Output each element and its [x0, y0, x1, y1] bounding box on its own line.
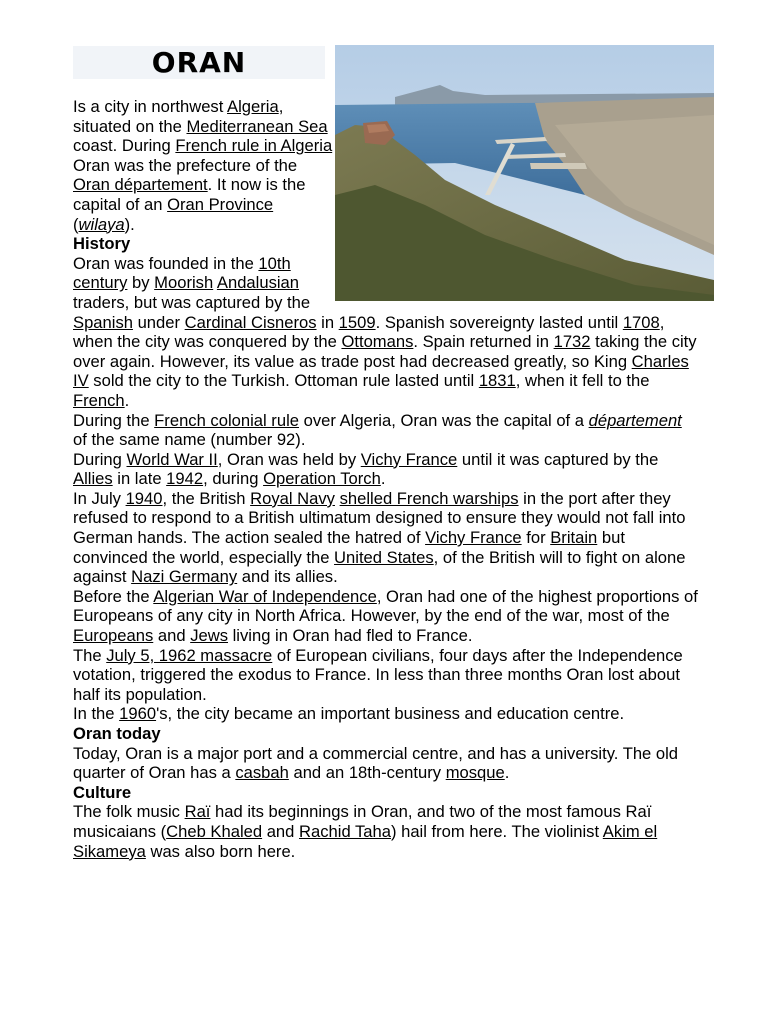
link-jews[interactable]: Jews — [190, 626, 228, 646]
section-heading-history: History — [73, 234, 131, 254]
link-ottomans[interactable]: Ottomans — [341, 332, 414, 352]
link-rachid-taha[interactable]: Rachid Taha — [299, 821, 391, 841]
link-allies[interactable]: Allies — [73, 469, 113, 489]
link-akim-el-sikameya[interactable]: Akim el Sikameya — [73, 821, 658, 861]
section-heading-culture: Culture — [73, 782, 132, 802]
link-1509[interactable]: 1509 — [338, 312, 376, 332]
link-july-5-1962-massacre[interactable]: July 5, 1962 massacre — [106, 645, 273, 665]
paragraph: Oran was founded in the 10th century by Moorish Andalusian traders, but was captured by the Spanish under Cardinal Cisneros in 1509. Spanish sovereignty lasted until 1708, when the city was conquered by the Ottomans. Spain returned in 1732 taking the city over again. However, its value as trade post had decreased greatly, so King Charles IV sold the city to the Turkish. Ottoman rule lasted until 1831, when it fell to the French. — [73, 253, 697, 410]
link-royal-navy[interactable]: Royal Navy — [250, 488, 335, 508]
link-french[interactable]: French — [73, 390, 125, 410]
link-oran-departement[interactable]: Oran département — [73, 175, 208, 195]
paragraph: During the French colonial rule over Algeria, Oran was the capital of a département of the same name (number 92). — [73, 410, 682, 450]
article-body — [73, 97, 698, 861]
link-spanish[interactable]: Spanish — [73, 312, 133, 332]
page-title: ORAN — [151, 46, 247, 79]
link-french-rule-in-algeria[interactable]: French rule in Algeria — [175, 136, 333, 156]
link-departement[interactable]: département — [588, 410, 682, 430]
link-operation-torch[interactable]: Operation Torch — [263, 469, 381, 489]
link-1708[interactable]: 1708 — [622, 312, 660, 332]
link-algerian-war-of-independence[interactable]: Algerian War of Independence — [153, 586, 377, 606]
article-sections — [73, 234, 698, 861]
intro-paragraph: Is a city in northwest Algeria, situated on the Mediterranean Sea coast. During French rule in Algeria Oran was the prefecture of the Oran département. It now is the capital of an Oran Province (wilaya). — [73, 97, 333, 234]
link-1940[interactable]: 1940 — [125, 488, 163, 508]
paragraph: The folk music Raï had its beginnings in Oran, and two of the most famous Raï musicaians (Cheb Khaled and Rachid Taha) hail from here. The violinist Akim el Sikameya was also born here. — [73, 802, 658, 861]
section-heading-oran-today: Oran today — [73, 724, 161, 743]
link-french-colonial-rule[interactable]: French colonial rule — [154, 410, 299, 430]
link-britain[interactable]: Britain — [550, 528, 598, 548]
link-europeans[interactable]: Europeans — [73, 626, 154, 646]
link-world-war-ii[interactable]: World War II — [126, 449, 218, 469]
link-10th-century[interactable]: 10th century — [73, 253, 291, 293]
link-moorish[interactable]: Moorish — [154, 273, 214, 293]
paragraph: In July 1940, the British Royal Navy shelled French warships in the port after they refused to respond to a British ultimatum designed to ensure they would not fall into German hands. The action sealed the hatred of Vichy France for Britain but convinced the world, especially the United States, of the British will to fight on alone against Nazi Germany and its allies. — [73, 488, 686, 587]
paragraph: During World War II, Oran was held by Vichy France until it was captured by the Allies in late 1942, during Operation Torch. — [73, 449, 659, 489]
link-wilaya[interactable]: wilaya — [78, 214, 125, 234]
link-nazi-germany[interactable]: Nazi Germany — [131, 567, 238, 587]
link-cheb-khaled[interactable]: Cheb Khaled — [166, 821, 263, 841]
link-vichy-france[interactable]: Vichy France — [425, 528, 522, 548]
link-united-states[interactable]: United States — [334, 547, 434, 567]
paragraph: The July 5, 1962 massacre of European civilians, four days after the Independence votation, triggered the exodus to France. In less than three months Oran lost about half its population. — [73, 645, 683, 704]
link-oran-province[interactable]: Oran Province — [167, 194, 274, 214]
link-algeria[interactable]: Algeria — [227, 97, 279, 116]
link-casbah[interactable]: casbah — [235, 763, 289, 783]
link-1960[interactable]: 1960 — [119, 704, 157, 724]
link-charles-iv[interactable]: Charles IV — [73, 351, 689, 391]
title-banner — [73, 46, 325, 79]
paragraph: Today, Oran is a major port and a commercial centre, and has a university. The old quarter of Oran has a casbah and an 18th-century mosque. — [73, 743, 679, 783]
link-andalusian[interactable]: Andalusian — [216, 273, 300, 293]
link-cardinal-cisneros[interactable]: Cardinal Cisneros — [184, 312, 317, 332]
link-vichy-france[interactable]: Vichy France — [360, 449, 458, 469]
paragraph: Before the Algerian War of Independence, Oran had one of the highest proportions of Europeans of any city in North Africa. However, by the end of the war, most of the Europeans and Jews living in Oran had fled to France. — [73, 586, 698, 646]
link-1942[interactable]: 1942 — [166, 469, 204, 489]
paragraph: In the 1960's, the city became an important business and education centre. — [73, 704, 625, 724]
link-shelled-french-warships[interactable]: shelled French warships — [339, 488, 519, 508]
link-1831[interactable]: 1831 — [478, 371, 516, 391]
link-rai[interactable]: Raï — [184, 802, 211, 822]
link-1732[interactable]: 1732 — [553, 332, 591, 352]
link-mosque[interactable]: mosque — [445, 763, 505, 783]
link-mediterranean-sea[interactable]: Mediterranean Sea — [186, 116, 328, 136]
